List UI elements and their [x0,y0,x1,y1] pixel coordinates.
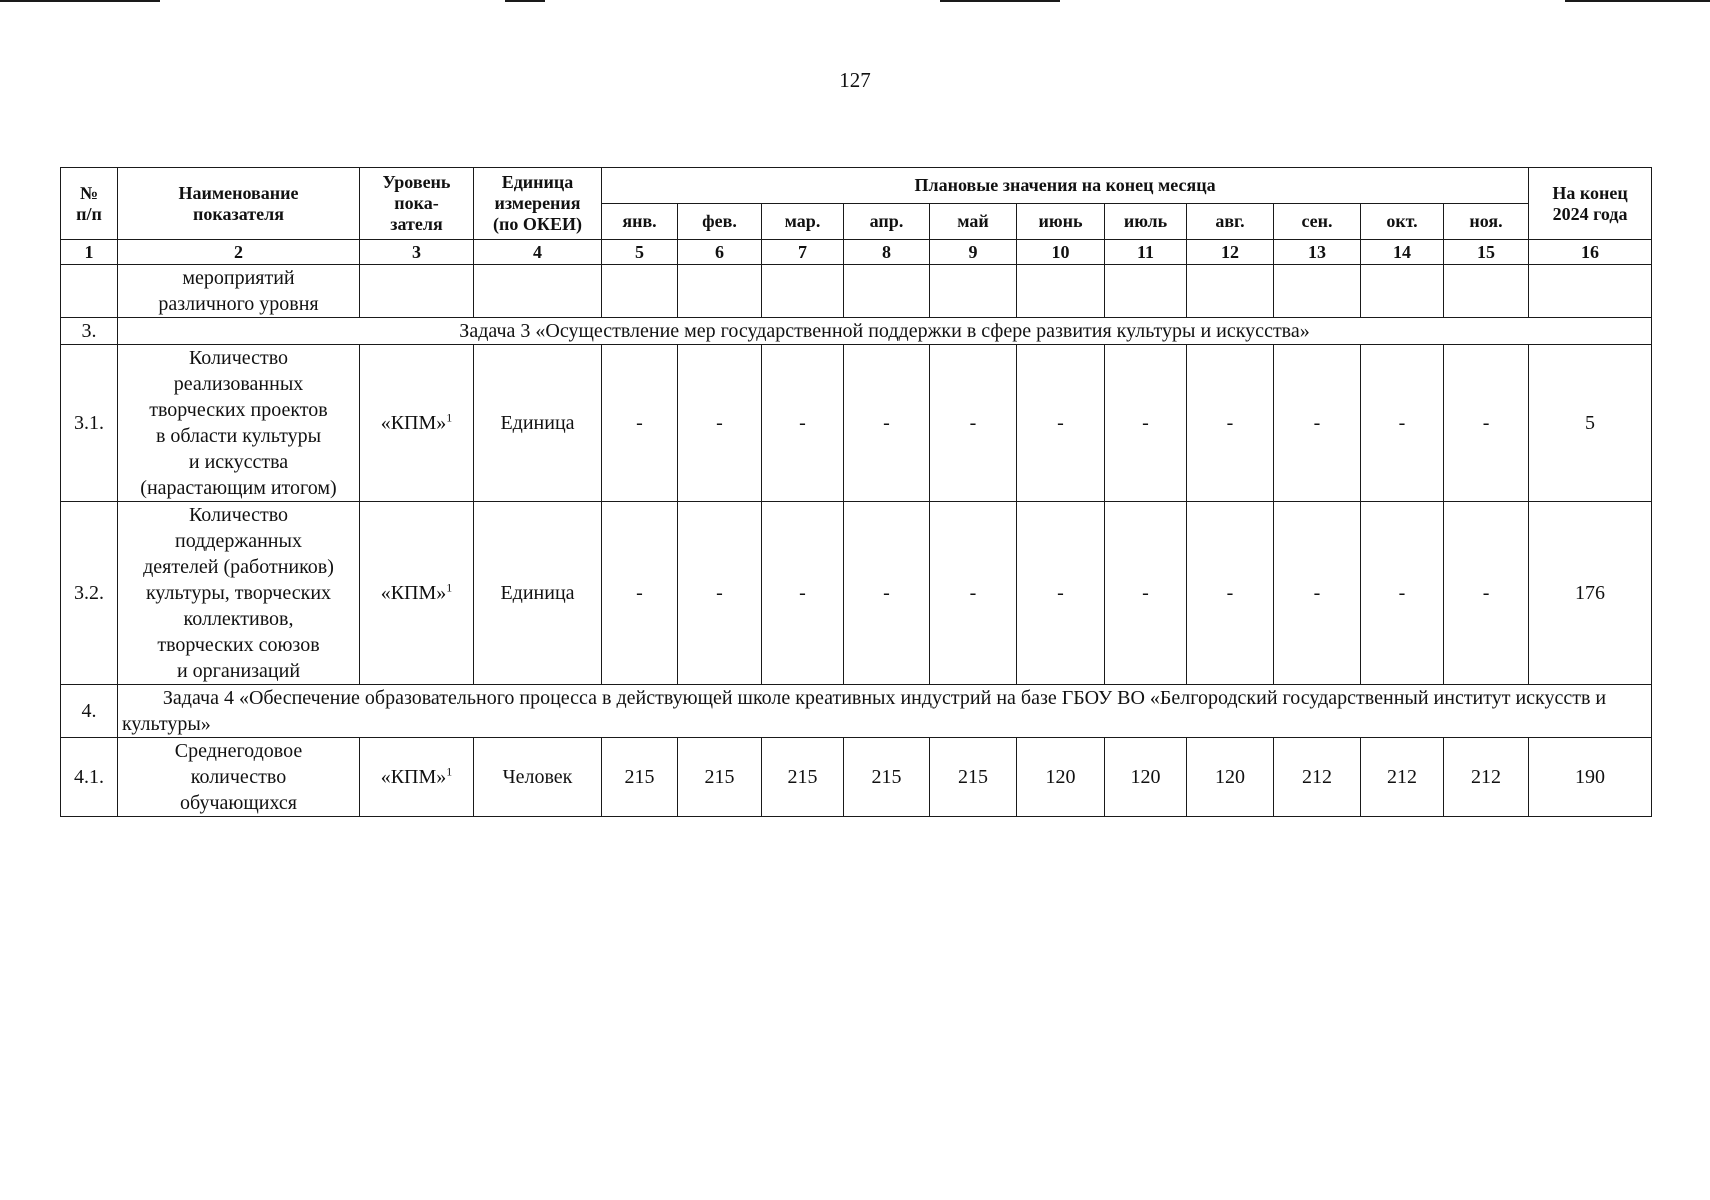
name-line: Количество [188,504,289,526]
name-line: и организаций [176,660,301,682]
month-value: - [930,502,1017,685]
task-title: Задача 3 «Осуществление мер государственной поддержки в сфере развития культуры и искусства» [118,318,1652,345]
month-value: - [1105,502,1187,685]
empty-cell [678,265,762,318]
empty-cell [602,265,678,318]
column-number: 9 [930,240,1017,265]
empty-cell [1444,265,1529,318]
row-num: 3.1. [61,345,118,502]
column-number: 14 [1361,240,1444,265]
empty-cell [844,265,930,318]
header-planned-values: Плановые значения на конец месяца [602,168,1529,204]
indicator-name [118,345,360,502]
indicator-level [360,502,474,685]
header-month: июль [1105,204,1187,240]
name-line: и искусства [188,451,289,473]
month-value: 215 [602,738,678,817]
header-unit [474,168,602,240]
month-value: - [1187,345,1274,502]
table-row-continuation [61,265,1652,318]
column-number: 1 [61,240,118,265]
month-value: 215 [930,738,1017,817]
empty-cell [930,265,1017,318]
scan-edge-line [0,0,160,2]
row-num: 4. [61,685,118,738]
month-value: - [762,345,844,502]
column-number: 8 [844,240,930,265]
scan-edge-line [940,0,1060,2]
name-line: поддержанных [175,530,302,552]
header-line: На конец [1552,182,1628,203]
header-line: измерения [494,193,581,213]
month-value: - [602,345,678,502]
footnote-mark: 1 [446,764,453,779]
name-line: Количество [188,347,289,369]
header-line: показателя [193,203,284,224]
level-text: «КПМ» [380,766,447,788]
column-number: 16 [1529,240,1652,265]
name-line: деятелей (работников) [143,556,334,578]
month-value: - [1444,345,1529,502]
month-value: - [678,502,762,685]
month-value: - [1274,345,1361,502]
scan-edge-line [1565,0,1710,2]
footnote-mark: 1 [446,410,453,425]
empty-cell [474,265,602,318]
footnote-mark: 1 [446,580,453,595]
header-line: № [79,182,99,203]
month-value: 120 [1017,738,1105,817]
header-month: май [930,204,1017,240]
month-value: 120 [1105,738,1187,817]
year-end-value: 190 [1529,738,1652,817]
name-line: реализованных [173,373,304,395]
header-line: (по ОКЕИ) [493,214,582,234]
row-num: 3.2. [61,502,118,685]
header-month: ноя. [1444,204,1529,240]
column-number: 12 [1187,240,1274,265]
month-value: 212 [1361,738,1444,817]
year-end-value: 176 [1529,502,1652,685]
name-line: количество [190,766,287,788]
indicator-name [118,265,360,318]
month-value: 215 [762,738,844,817]
month-value: - [1187,502,1274,685]
row-num: 4.1. [61,738,118,817]
month-value: - [1017,502,1105,685]
column-number: 4 [474,240,602,265]
name-line: коллективов, [183,608,294,630]
name-line: различного уровня [158,293,319,315]
header-line: Уровень [382,172,451,192]
header-line: Наименование [178,182,299,203]
header-level [360,168,474,240]
indicator-name [118,738,360,817]
header-line: пока- [394,193,439,213]
month-value: - [762,502,844,685]
column-number: 2 [118,240,360,265]
unit-cell: Человек [474,738,602,817]
header-month: авг. [1187,204,1274,240]
name-line: в области культуры [155,425,322,447]
name-line: творческих проектов [149,399,328,421]
name-line: творческих союзов [157,634,320,656]
indicator-level [360,738,474,817]
month-value: - [1105,345,1187,502]
empty-cell [1187,265,1274,318]
table-row-3-1 [61,345,1652,502]
empty-cell [1017,265,1105,318]
task-title: Задача 4 «Обеспечение образовательного процесса в действующей школе креативных индустрий на базе ГБОУ ВО «Белгородский государственный институт искусств и культуры» [118,685,1652,738]
month-value: - [1444,502,1529,685]
header-line: 2024 года [1552,203,1628,224]
header-year-end [1529,168,1652,240]
name-line: обучающихся [180,792,297,814]
empty-cell [360,265,474,318]
empty-cell [762,265,844,318]
month-value: - [1361,502,1444,685]
indicator-name [118,502,360,685]
level-text: «КПМ» [380,582,447,604]
row-num: 3. [61,318,118,345]
header-month: янв. [602,204,678,240]
empty-cell [1529,265,1652,318]
header-name [118,168,360,240]
unit-cell: Единица [474,502,602,685]
month-value: - [602,502,678,685]
month-value: - [678,345,762,502]
header-month: апр. [844,204,930,240]
empty-cell [1361,265,1444,318]
month-value: - [844,345,930,502]
column-number: 10 [1017,240,1105,265]
column-number: 5 [602,240,678,265]
month-value: 215 [678,738,762,817]
indicator-level [360,345,474,502]
name-line: культуры, творческих [145,582,332,604]
month-value: - [1361,345,1444,502]
table-row-4-1 [61,738,1652,817]
name-line: (нарастающим итогом) [140,477,337,499]
header-line: п/п [76,203,102,224]
unit-cell: Единица [474,345,602,502]
empty-cell [1274,265,1361,318]
header-month: окт. [1361,204,1444,240]
header-row [61,168,1652,204]
header-month: июнь [1017,204,1105,240]
column-number: 3 [360,240,474,265]
scan-edge-line [505,0,545,2]
month-value: - [1274,502,1361,685]
month-value: 212 [1274,738,1361,817]
page-number: 127 [839,68,871,92]
year-end-value: 5 [1529,345,1652,502]
header-month: мар. [762,204,844,240]
name-line: Среднегодовое [174,740,303,762]
column-number: 7 [762,240,844,265]
level-text: «КПМ» [380,412,447,434]
month-value: 215 [844,738,930,817]
header-line: Единица [501,172,574,192]
indicators-table [60,167,1652,817]
month-value: - [844,502,930,685]
month-value: - [1017,345,1105,502]
table-row-3-2 [61,502,1652,685]
empty-cell [1105,265,1187,318]
month-value: 120 [1187,738,1274,817]
task-row-3 [61,318,1652,345]
task-row-4 [61,685,1652,738]
header-month: сен. [1274,204,1361,240]
month-value: 212 [1444,738,1529,817]
name-line: мероприятий [182,267,295,289]
header-month: фев. [678,204,762,240]
header-num [61,168,118,240]
column-number: 13 [1274,240,1361,265]
row-num-cell [61,265,118,318]
column-number: 15 [1444,240,1529,265]
column-number-row [61,240,1652,265]
month-value: - [930,345,1017,502]
column-number: 6 [678,240,762,265]
column-number: 11 [1105,240,1187,265]
header-line: зателя [390,214,443,234]
